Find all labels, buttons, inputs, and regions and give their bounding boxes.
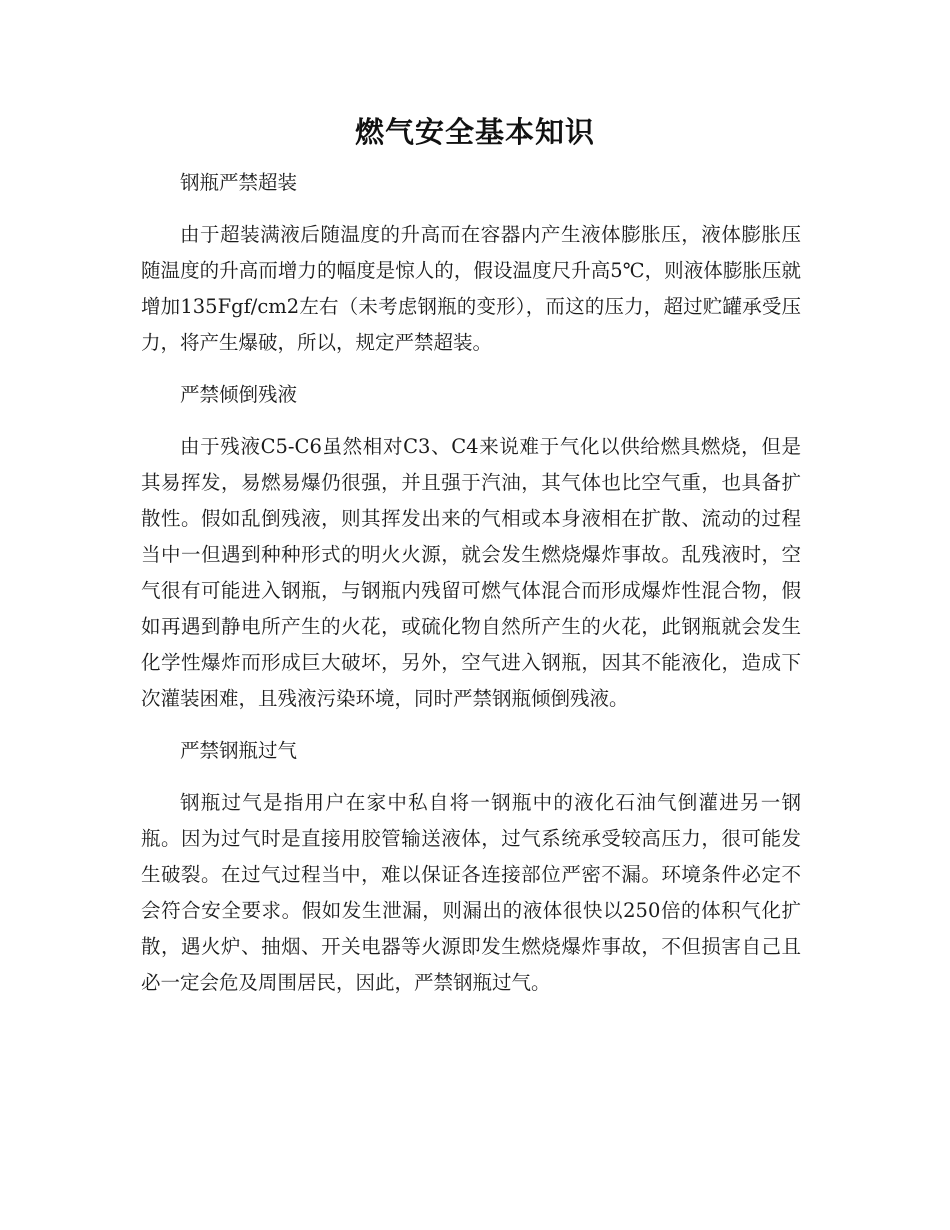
section-paragraph-overfill: 由于超装满液后随温度的升高而在容器内产生液体膨胀压，液体膨胀压随温度的升高而增力的幅度是惊人的，假设温度尺升高5℃，则液体膨胀压就增加135Fgf/cm2左右（未考虑钢瓶的变形），而这的压力，超过贮罐承受压力，将产生爆破，所以，规定严禁超装。 xyxy=(141,223,801,354)
section-paragraph-residue: 由于残液C5-C6虽然相对C3、C4来说难于气化以供给燃具燃烧，但是其易挥发，易燃易爆仍很强，并且强于汽油，其气体也比空气重，也具备扩散性。假如乱倒残液，则其挥发出来的气相或本身液相在扩散、流动的过程当中一但遇到种种形式的明火火源，就会发生燃烧爆炸事故。乱残液时，空气很有可能进入钢瓶，与钢瓶内残留可燃气体混合而形成爆炸性混合物，假如再遇到静电所产生的火花，或硫化物自然所产生的火花，此钢瓶就会发生化学性爆炸而形成巨大破坏，另外，空气进入钢瓶，因其不能液化，造成下次灌装困难，且残液污染环境，同时严禁钢瓶倾倒残液。 xyxy=(141,435,801,710)
document-body xyxy=(141,165,801,1017)
section-heading-residue: 严禁倾倒残液 xyxy=(180,383,298,406)
section-paragraph-transfer: 钢瓶过气是指用户在家中私自将一钢瓶中的液化石油气倒灌进另一钢瓶。因为过气时是直接用胶管输送液体，过气系统承受较高压力，很可能发生破裂。在过气过程当中，难以保证各连接部位严密不漏。环境条件必定不会符合安全要求。假如发生泄漏，则漏出的液体很快以250倍的体积气化扩散，遇火炉、抽烟、开关电器等火源即发生燃烧爆炸事故，不但损害自己且必一定会危及周围居民，因此，严禁钢瓶过气。 xyxy=(141,791,801,994)
section-heading-overfill: 钢瓶严禁超装 xyxy=(180,171,298,194)
document-title: 燃气安全基本知识 xyxy=(354,115,595,149)
section-heading-transfer: 严禁钢瓶过气 xyxy=(180,739,298,762)
